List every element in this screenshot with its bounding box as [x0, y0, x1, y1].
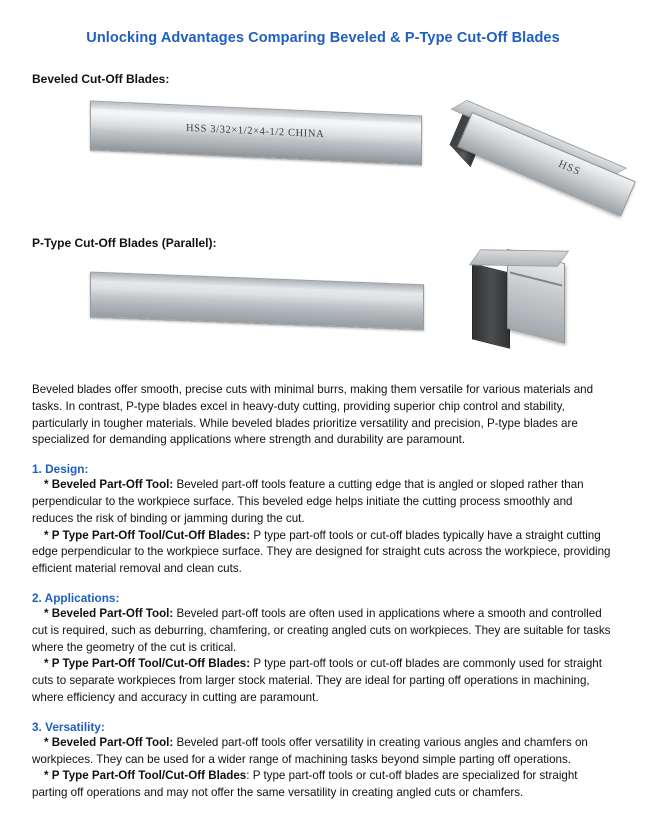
section-2-item-2-lead: * P Type Part-Off Tool/Cut-Off Blades: [44, 657, 251, 671]
section-1-item-1 [32, 477, 614, 527]
beveled-blade-marking: HSS 3/32×1/2×4-1/2 CHINA [186, 122, 325, 141]
section-3-item-2-body: : P type part-off tools or cut-off blades are specialized for straight parting off operations and may not offer the same versatility in creating angled cuts or chamfers. [32, 769, 578, 800]
section-1-item-2-body: P type part-off tools or cut-off blades typically have a straight cutting edge perpendicular to the workpiece surface. They are designed for straight cuts across the workpiece, providing efficient material removal and clean cuts. [32, 528, 611, 576]
section-1-item-1-body: Beveled part-off tools feature a cutting edge that is angled or sloped rather than perpendicular to the workpiece surface. This beveled edge helps initiate the cutting process smoothly and reduces the risk of binding or jamming during the cut. [32, 478, 584, 525]
section-1-item-2 [32, 528, 614, 578]
ptype-block-image [472, 256, 582, 348]
section-2-item-2-body: P type part-off tools or cut-off blades are commonly used for straight cuts to separate workpieces from larger stock material. They are ideal for parting off operations in machining, where efficiency and accuracy in cutting are paramount. [32, 657, 602, 704]
page-title: Unlocking Advantages Comparing Beveled & P-Type Cut-Off Blades [86, 30, 560, 46]
ptype-figure-label: P-Type Cut-Off Blades (Parallel): [32, 236, 217, 250]
section-3-item-1-lead: * Beveled Part-Off Tool: [44, 735, 174, 749]
section-heading-applications: 2. Applications: [32, 590, 120, 605]
section-2-item-1-lead: * Beveled Part-Off Tool: [44, 606, 174, 620]
section-1-item-2-lead: * P Type Part-Off Tool/Cut-Off Blades: [44, 528, 251, 542]
section-3-item-2-lead: * P Type Part-Off Tool/Cut-Off Blades [44, 769, 247, 783]
section-2-item-1 [32, 606, 614, 656]
section-2-item-1-body: Beveled part-off tools are often used in applications where a smooth and controlled cut is required, such as deburring, chamfering, or creating angled cuts on workpieces. They are suitable for tasks where the geometry of the cut is critical. [32, 606, 611, 654]
ptype-figure [32, 256, 614, 368]
section-2-item-2 [32, 656, 614, 706]
beveled-angled-blade-marking: HSS [556, 157, 583, 179]
ptype-block-top-face [469, 249, 569, 267]
ptype-flat-blade-image [90, 272, 424, 331]
beveled-flat-blade-image [90, 108, 422, 158]
section-heading-design: 1. Design: [32, 462, 89, 477]
intro-paragraph: Beveled blades offer smooth, precise cuts with minimal burrs, making them versatile for various materials and tasks. In contrast, P-type blades excel in heavy-duty cutting, providing superior chip control and stability, particularly in tougher materials. While beveled blades prioritize versatility and precision, P-type blades are specialized for demanding applications where strength and durability are paramount. [32, 383, 594, 447]
document-page [0, 30, 646, 814]
beveled-figure [32, 92, 614, 210]
beveled-angled-blade-image [464, 96, 644, 208]
section-3-item-1-body: Beveled part-off tools offer versatility in creating various angles and chamfers on workpieces. They can be used for a wider range of machining tasks beyond simple parting off operations. [32, 735, 588, 766]
beveled-figure-label: Beveled Cut-Off Blades: [32, 72, 170, 86]
section-heading-versatility: 3. Versatility: [32, 719, 105, 734]
section-3-item-1 [32, 735, 614, 769]
section-3-item-2 [32, 768, 614, 802]
ptype-block-side-face [472, 263, 510, 348]
section-1-item-1-lead: * Beveled Part-Off Tool: [44, 478, 174, 492]
